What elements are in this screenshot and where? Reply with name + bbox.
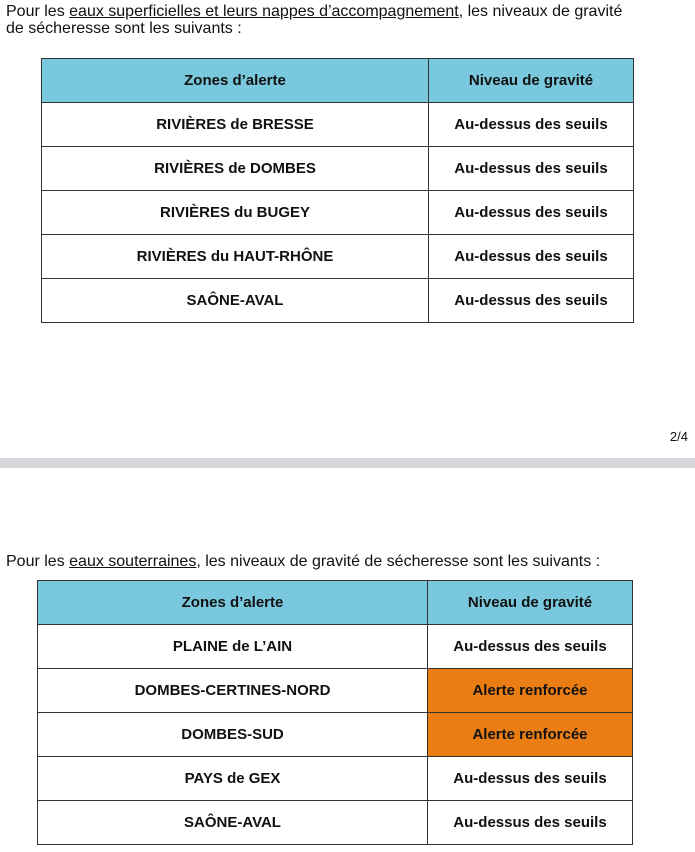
level-cell: Au-dessus des seuils xyxy=(429,191,634,235)
level-cell-alerte-renforcee: Alerte renforcée xyxy=(428,713,633,757)
surface-water-alert-table xyxy=(41,58,634,323)
groundwater-alert-table xyxy=(37,580,633,845)
header-niveau-gravite: Niveau de gravité xyxy=(428,581,633,625)
intro-suffix: , les niveaux de gravité de sécheresse sont les suivants : xyxy=(196,553,601,570)
table-header-row xyxy=(42,59,634,103)
zone-cell: RIVIÈRES de BRESSE xyxy=(42,103,429,147)
surface-water-intro xyxy=(6,3,622,37)
level-cell: Au-dessus des seuils xyxy=(428,757,633,801)
page-divider xyxy=(0,458,695,468)
groundwater-intro xyxy=(6,553,600,570)
zone-cell: RIVIÈRES du BUGEY xyxy=(42,191,429,235)
header-niveau-gravite: Niveau de gravité xyxy=(429,59,634,103)
table-header-row xyxy=(38,581,633,625)
zone-cell: RIVIÈRES du HAUT-RHÔNE xyxy=(42,235,429,279)
level-cell: Au-dessus des seuils xyxy=(429,235,634,279)
table-row xyxy=(38,669,633,713)
table-row xyxy=(42,235,634,279)
level-cell: Au-dessus des seuils xyxy=(429,147,634,191)
intro-prefix: Pour les xyxy=(6,3,70,20)
zone-cell: DOMBES-SUD xyxy=(38,713,428,757)
intro-suffix: , les niveaux de gravité xyxy=(458,3,623,20)
zone-cell: PAYS de GEX xyxy=(38,757,428,801)
level-cell: Au-dessus des seuils xyxy=(428,625,633,669)
table-row xyxy=(38,757,633,801)
level-cell: Au-dessus des seuils xyxy=(429,103,634,147)
header-zones-alerte: Zones d’alerte xyxy=(38,581,428,625)
surface-water-term: eaux superficielles et leurs nappes d’accompagnement xyxy=(69,3,459,20)
zone-cell: SAÔNE-AVAL xyxy=(38,801,428,845)
table-row xyxy=(42,103,634,147)
table-row xyxy=(42,279,634,323)
page-number: 2/4 xyxy=(669,429,688,444)
zone-cell: SAÔNE-AVAL xyxy=(42,279,429,323)
groundwater-term: eaux souterraines xyxy=(69,553,197,570)
table-row xyxy=(42,147,634,191)
zone-cell: PLAINE de L’AIN xyxy=(38,625,428,669)
level-cell-alerte-renforcee: Alerte renforcée xyxy=(428,669,633,713)
level-cell: Au-dessus des seuils xyxy=(428,801,633,845)
level-cell: Au-dessus des seuils xyxy=(429,279,634,323)
intro-line-2: de sécheresse sont les suivants : xyxy=(6,20,242,37)
zone-cell: DOMBES-CERTINES-NORD xyxy=(38,669,428,713)
table-row xyxy=(42,191,634,235)
header-zones-alerte: Zones d’alerte xyxy=(42,59,429,103)
table-row xyxy=(38,625,633,669)
table-row xyxy=(38,801,633,845)
table-row xyxy=(38,713,633,757)
intro-prefix: Pour les xyxy=(6,553,70,570)
zone-cell: RIVIÈRES de DOMBES xyxy=(42,147,429,191)
